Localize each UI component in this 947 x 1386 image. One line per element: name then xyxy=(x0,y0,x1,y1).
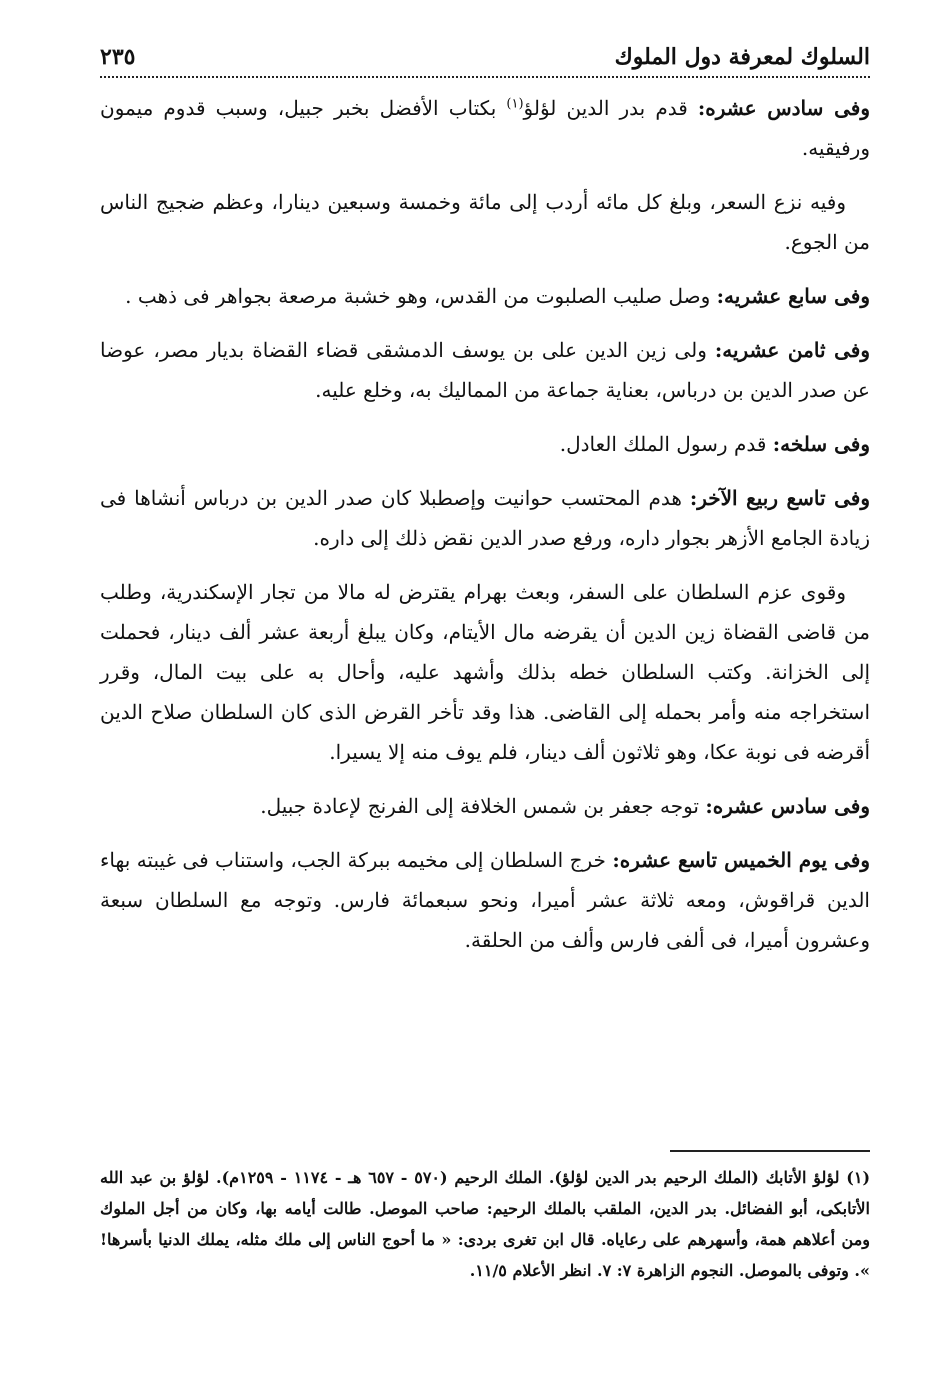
footnote-ref: (١) xyxy=(506,96,524,112)
paragraph-6 xyxy=(100,478,870,558)
paragraph-lead: وفى سادس عشره: xyxy=(705,794,870,818)
paragraph-1 xyxy=(100,88,870,168)
paragraph-5 xyxy=(100,424,870,464)
paragraph-text: قدم رسول الملك العادل. xyxy=(559,432,773,456)
paragraph-lead: وفى سلخه: xyxy=(772,432,870,456)
paragraph-text: ولى زين الدين على بن يوسف الدمشقى قضاء القضاة بديار مصر، عوضا عن صدر الدين بن درباس، بعناية جماعة من المماليك به، وخلع عليه. xyxy=(100,338,870,402)
paragraph-text: قدم بدر الدين لؤلؤ xyxy=(523,96,698,120)
paragraph-text: وصل صليب الصلبوت من القدس، وهو خشبة مرصعة بجواهر فى ذهب . xyxy=(125,284,717,308)
paragraph-lead: وفى سادس عشره: xyxy=(697,96,870,120)
paragraph-lead: وفى سابع عشريه: xyxy=(716,284,870,308)
page-number: ٢٣٥ xyxy=(100,44,136,70)
paragraph-lead: وفى ثامن عشريه: xyxy=(714,338,870,362)
paragraph-2 xyxy=(100,182,870,262)
paragraph-3 xyxy=(100,276,870,316)
document-page xyxy=(100,40,870,1360)
paragraph-lead: وفى يوم الخميس تاسع عشره: xyxy=(612,848,870,872)
paragraph-text: هدم المحتسب حوانيت وإصطبلا كان صدر الدين بن درباس أنشاها فى زيادة الجامع الأزهر بجوار داره، ورفع صدر الدين نقض ذلك إلى داره. xyxy=(100,486,870,550)
paragraph-8 xyxy=(100,786,870,826)
paragraph-9 xyxy=(100,840,870,960)
paragraph-7 xyxy=(100,572,870,772)
running-header xyxy=(100,40,870,78)
footnote: (١) لؤلؤ الأتابك (الملك الرحيم بدر الدين لؤلؤ). الملك الرحيم (٥٧٠ - ٦٥٧ هـ - ١١٧٤ - ١٢٥٩م). لؤلؤ بن عبد الله الأتابكى، أبو الفضائل. بدر الدين، الملقب بالملك الرحيم: صاحب الموصل. طالت أيامه بها، وكان من أجل الملوك ومن أعلاهم همة، وأسهرهم على رعاياه. قال ابن تغرى بردى: « ما أحوج الناس إلى ملك مثله، يملك الدنيا بأسرها! ». وتوفى بالموصل. النجوم الزاهرة ٧: ٧. انظر الأعلام ١١/٥. xyxy=(100,1168,871,1280)
paragraph-text: توجه جعفر بن شمس الخلافة إلى الفرنج لإعادة جبيل. xyxy=(260,794,706,818)
footnote-divider xyxy=(670,1150,870,1152)
paragraph-4 xyxy=(100,330,870,410)
paragraph-text: بكتاب الأفضل بخبر جبيل، وسبب قدوم ميمون ورفيقيه. xyxy=(100,96,870,160)
paragraph-text: خرج السلطان إلى مخيمه ببركة الجب، واستناب فى غيبته بهاء الدين قراقوش، ومعه ثلاثة عشر أميرا، ونحو سبعمائة فارس. وتوجه مع السلطان سبعة وعشرون أميرا، فى ألفى فارس وألف من الحلقة. xyxy=(100,848,870,952)
paragraph-text: وقوى عزم السلطان على السفر، وبعث بهرام يقترض له مالا من تجار الإسكندرية، وطلب من قاضى القضاة زين الدين أن يقرضه مال الأيتام، وكان يبلغ أربعة عشر ألف دينار، فحملت إلى الخزانة. وكتب السلطان خطه بذلك وأشهد عليه، وأحال به على بيت المال، وقرر استخراجه منه وأمر بحمله إلى القاضى. هذا وقد تأخر القرض الذى كان السلطان صلاح الدين أقرضه فى نوبة عكا، وهو ثلاثون ألف دينار، فلم يوف منه إلا يسيرا. xyxy=(100,580,870,764)
book-title: السلوك لمعرفة دول الملوك xyxy=(614,44,870,70)
paragraph-lead: وفى تاسع ربيع الآخر: xyxy=(689,486,870,510)
paragraph-text: وفيه نزع السعر، وبلغ كل مائه أردب إلى مائة وخمسة وسبعين دينارا، وعظم ضجيج الناس من الجوع. xyxy=(100,190,870,254)
